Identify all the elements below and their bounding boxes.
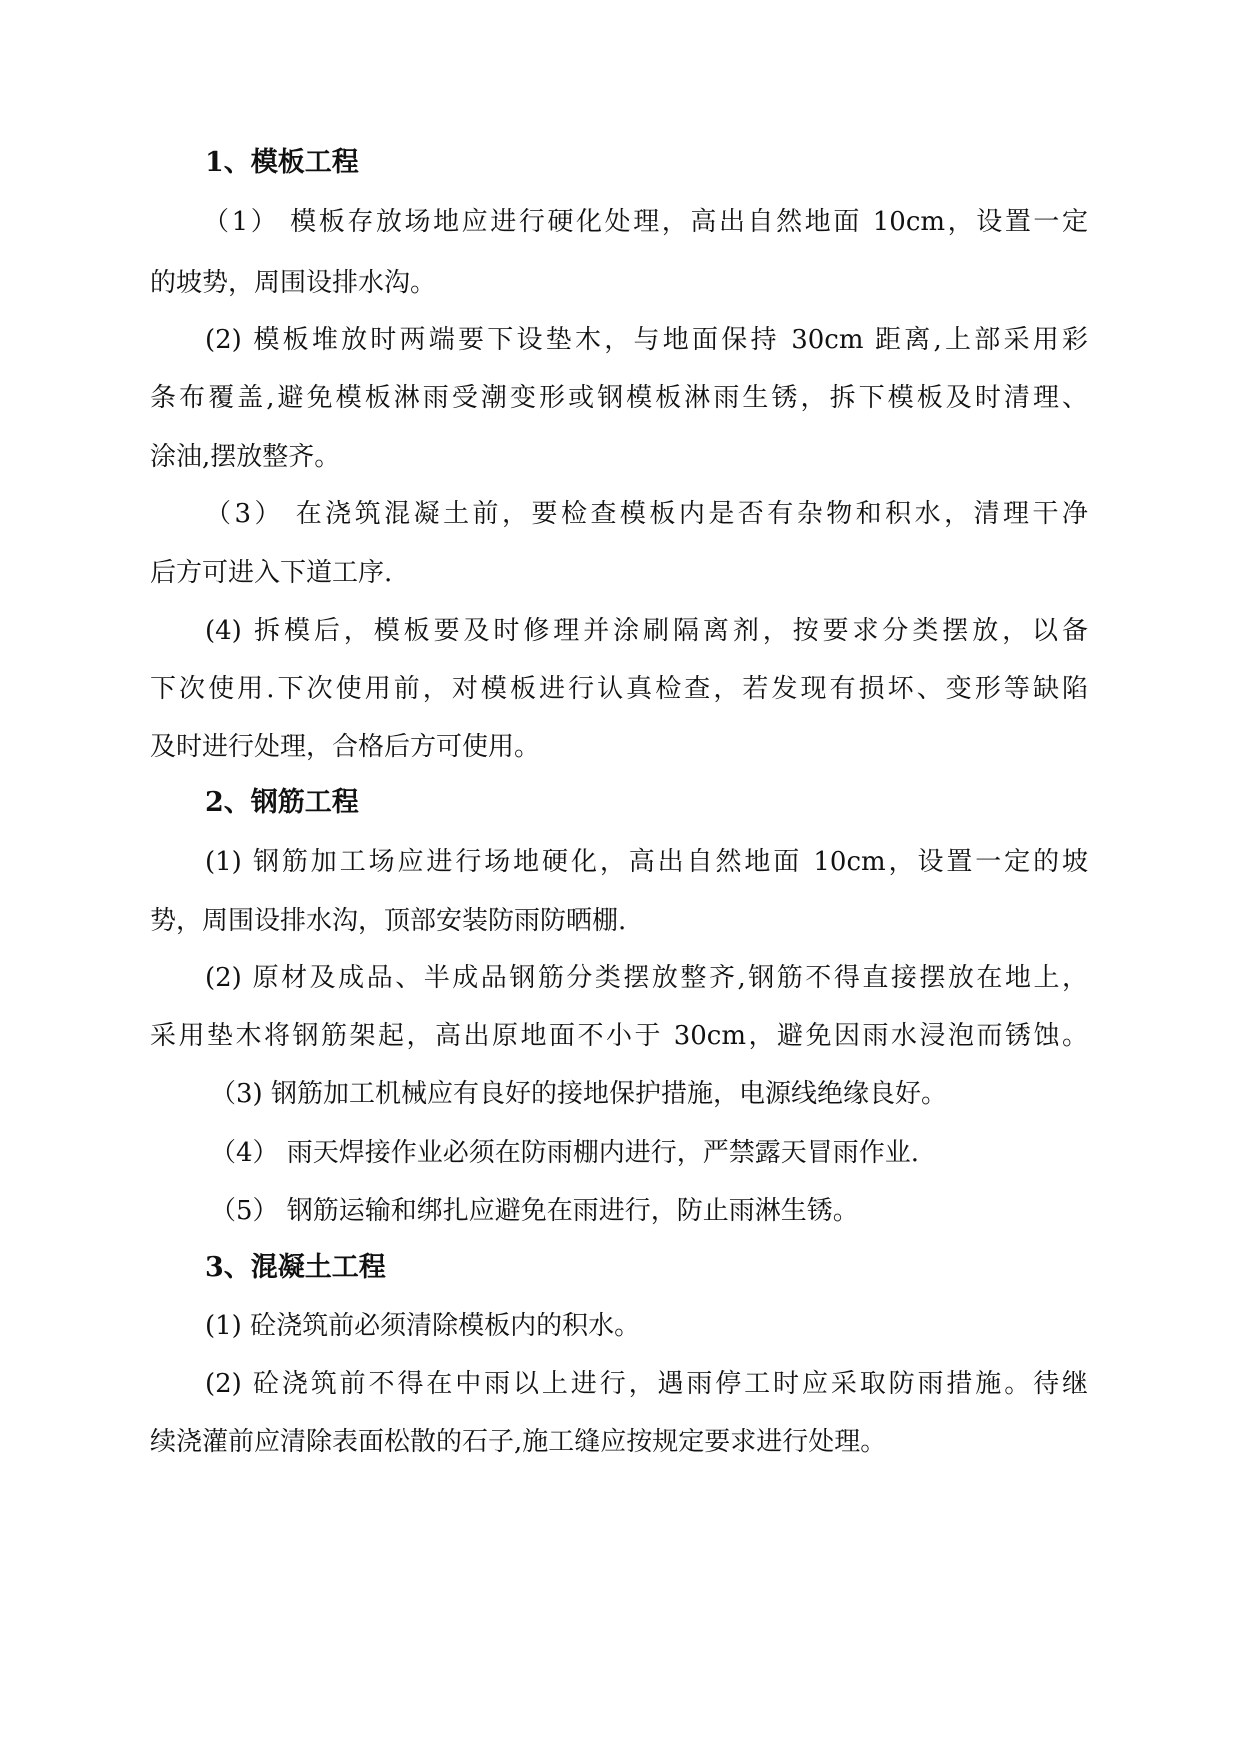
paragraph-line: （1） 模板存放场地应进行硬化处理，高出自然地面 10cm，设置一定 (203, 207, 1088, 237)
paragraph-line: （4） 雨天焊接作业必须在防雨棚内进行，严禁露天冒雨作业. (210, 1138, 920, 1168)
section-heading: 1、模板工程 (205, 147, 359, 178)
paragraph-line: 采用垫木将钢筋架起，高出原地面不小于 30cm，避免因雨水浸泡而锈蚀。 (150, 1021, 1088, 1051)
paragraph-line: （3） 在浇筑混凝土前，要检查模板内是否有杂物和积水，清理干净 (205, 499, 1088, 529)
paragraph-line: 条布覆盖,避免模板淋雨受潮变形或钢模板淋雨生锈，拆下模板及时清理、 (150, 383, 1088, 413)
paragraph-line: (2) 原材及成品、半成品钢筋分类摆放整齐,钢筋不得直接摆放在地上， (205, 963, 1088, 993)
paragraph-line: 下次使用.下次使用前，对模板进行认真检查，若发现有损坏、变形等缺陷 (150, 674, 1088, 704)
paragraph-line: 的坡势，周围设排水沟。 (150, 268, 437, 298)
paragraph-line: (2) 砼浇筑前不得在中雨以上进行，遇雨停工时应采取防雨措施。待继 (205, 1369, 1088, 1399)
paragraph-line: (1) 砼浇筑前必须清除模板内的积水。 (205, 1311, 641, 1341)
paragraph-line: 及时进行处理，合格后方可使用。 (150, 732, 541, 762)
paragraph-line: 后方可进入下道工序. (150, 558, 393, 588)
section-heading: 2、钢筋工程 (205, 787, 359, 818)
paragraph-line: 势，周围设排水沟，顶部安装防雨防晒棚. (150, 906, 627, 936)
paragraph-line: 续浇灌前应清除表面松散的石子,施工缝应按规定要求进行处理。 (150, 1427, 887, 1457)
paragraph-line: （5） 钢筋运输和绑扎应避免在雨进行，防止雨淋生锈。 (210, 1196, 859, 1226)
paragraph-line: (4) 拆模后，模板要及时修理并涂刷隔离剂，按要求分类摆放，以备 (205, 616, 1088, 646)
section-heading: 3、混凝土工程 (205, 1252, 386, 1283)
paragraph-line: 涂油,摆放整齐。 (150, 442, 341, 472)
paragraph-line: （3) 钢筋加工机械应有良好的接地保护措施，电源线绝缘良好。 (210, 1079, 947, 1109)
paragraph-line: (2) 模板堆放时两端要下设垫木，与地面保持 30cm 距离,上部采用彩 (205, 325, 1088, 355)
paragraph-line: (1) 钢筋加工场应进行场地硬化，高出自然地面 10cm，设置一定的坡 (205, 847, 1088, 877)
